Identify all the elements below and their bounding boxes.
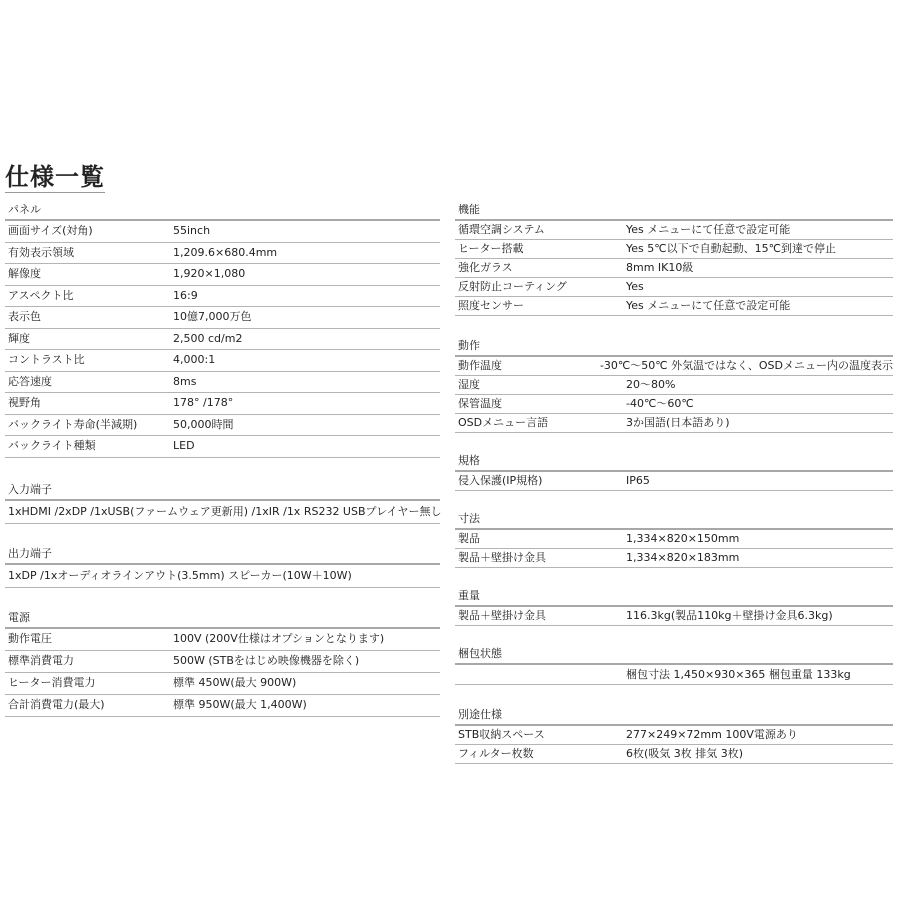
spec-row xyxy=(5,415,440,437)
spec-row xyxy=(5,629,440,651)
section-dimensions xyxy=(455,509,893,568)
spec-label: 循環空調システム xyxy=(458,223,545,236)
spec-row xyxy=(455,414,893,433)
spec-value: 100V (200V仕様はオプションとなります) xyxy=(173,631,385,645)
spec-row xyxy=(455,376,893,395)
spec-value: 16:9 xyxy=(173,288,198,302)
spec-row xyxy=(5,565,440,588)
spec-label: 標準消費電力 xyxy=(8,653,74,667)
spec-label: 製品＋壁掛け金具 xyxy=(458,609,546,622)
spec-value: 20～80% xyxy=(626,378,676,391)
section-panel xyxy=(5,200,440,458)
spec-row xyxy=(5,393,440,415)
spec-row xyxy=(455,357,893,376)
spec-column-right xyxy=(455,200,893,764)
spec-label: 動作温度 xyxy=(458,359,502,372)
spec-value: Yes メニューにて任意で設定可能 xyxy=(626,223,791,236)
spec-value: 2,500 cd/m2 xyxy=(173,331,243,345)
section-heading: 動作 xyxy=(455,336,893,357)
spec-value: Yes 5℃以下で自動起動、15℃到達で停止 xyxy=(626,242,836,255)
section-output-terminals xyxy=(5,544,440,588)
spec-value: 6枚(吸気 3枚 排気 3枚) xyxy=(626,747,744,760)
spec-label: 解像度 xyxy=(8,267,41,280)
spec-label: バックライト種類 xyxy=(8,439,96,452)
spec-label: 視野角 xyxy=(8,396,41,409)
spec-label: 画面サイズ(対角) xyxy=(8,224,93,237)
spec-value: LED xyxy=(173,439,195,452)
spec-row xyxy=(455,259,893,278)
section-heading: 重量 xyxy=(455,586,893,607)
spec-label: 照度センサー xyxy=(458,299,524,312)
spec-value: 4,000:1 xyxy=(173,353,216,366)
spec-value: 梱包寸法 1,450×930×365 梱包重量 133kg xyxy=(626,668,851,681)
spec-row xyxy=(5,264,440,286)
spec-row xyxy=(5,243,440,265)
spec-label: 保管温度 xyxy=(458,397,502,410)
spec-row xyxy=(455,221,893,240)
spec-label: 動作電圧 xyxy=(8,631,52,645)
spec-label: 侵入保護(IP規格) xyxy=(458,474,543,487)
spec-row xyxy=(455,726,893,745)
spec-value: 277×249×72mm 100V電源あり xyxy=(626,728,798,741)
section-features xyxy=(455,200,893,316)
spec-row xyxy=(455,278,893,297)
spec-row xyxy=(455,665,893,685)
spec-row xyxy=(455,607,893,626)
spec-row xyxy=(5,286,440,308)
spec-label: ヒーター搭載 xyxy=(458,242,524,255)
spec-row xyxy=(455,549,893,568)
spec-value: 3か国語(日本語あり) xyxy=(626,416,730,429)
spec-value: 116.3kg(製品110kg＋壁掛け金具6.3kg) xyxy=(626,609,833,622)
spec-label: フィルター枚数 xyxy=(458,747,534,760)
section-heading: 機能 xyxy=(455,200,893,221)
spec-value: 標準 450W(最大 900W) xyxy=(173,675,297,689)
section-heading: 電源 xyxy=(5,608,440,629)
spec-value: 8ms xyxy=(173,374,197,388)
spec-value: Yes メニューにて任意で設定可能 xyxy=(626,299,791,312)
spec-label: アスペクト比 xyxy=(8,288,74,302)
section-operation xyxy=(455,336,893,433)
spec-label: バックライト寿命(半減期) xyxy=(8,417,138,431)
spec-label: 製品 xyxy=(458,532,480,545)
spec-value: 500W (STBをはじめ映像機器を除く) xyxy=(173,653,360,667)
section-packaging xyxy=(455,644,893,685)
spec-label: STB収納スペース xyxy=(458,728,545,741)
spec-row xyxy=(455,240,893,259)
section-heading: 別途仕様 xyxy=(455,705,893,726)
spec-row xyxy=(5,673,440,695)
spec-row xyxy=(5,350,440,372)
spec-value: IP65 xyxy=(626,474,650,487)
spec-value: 1xDP /1xオーディオラインアウト(3.5mm) スピーカー(10W＋10W) xyxy=(8,568,352,582)
spec-value: 50,000時間 xyxy=(173,417,234,431)
page-title: 仕様一覧 xyxy=(5,163,105,191)
section-heading: 出力端子 xyxy=(5,544,440,565)
spec-label: コントラスト比 xyxy=(8,353,85,366)
spec-value: 178° /178° xyxy=(173,396,234,409)
section-additional-specs xyxy=(455,705,893,764)
spec-row xyxy=(5,221,440,243)
spec-label xyxy=(455,665,626,684)
spec-column-left xyxy=(5,200,440,717)
spec-label: 応答速度 xyxy=(8,374,52,388)
section-input-terminals xyxy=(5,480,440,524)
section-heading: 入力端子 xyxy=(5,480,440,501)
spec-value: -40℃～60℃ xyxy=(626,397,694,410)
spec-value: 標準 950W(最大 1,400W) xyxy=(173,697,307,711)
spec-label: OSDメニュー言語 xyxy=(458,416,549,429)
section-power xyxy=(5,608,440,717)
section-heading: パネル xyxy=(5,200,440,221)
spec-row xyxy=(5,307,440,329)
spec-row xyxy=(5,436,440,458)
spec-label: 有効表示領域 xyxy=(8,245,74,259)
section-heading: 梱包状態 xyxy=(455,644,893,665)
spec-row xyxy=(5,501,440,524)
spec-label: 反射防止コーティング xyxy=(458,280,567,293)
spec-value: 10億7,000万色 xyxy=(173,310,252,323)
spec-label: 合計消費電力(最大) xyxy=(8,697,105,711)
spec-value: 1xHDMI /2xDP /1xUSB(ファームウェア更新用) /1xIR /1x RS232 USBプレイヤー無し xyxy=(8,504,442,518)
spec-label: 表示色 xyxy=(8,310,41,323)
section-standards xyxy=(455,451,893,491)
spec-value: 8mm IK10級 xyxy=(626,261,694,274)
spec-value: 1,920×1,080 xyxy=(173,267,246,280)
spec-value: 1,209.6×680.4mm xyxy=(173,245,278,259)
spec-label: 輝度 xyxy=(8,331,30,345)
spec-label: 製品＋壁掛け金具 xyxy=(458,551,546,564)
spec-row xyxy=(5,372,440,394)
section-heading: 寸法 xyxy=(455,509,893,530)
spec-label: 強化ガラス xyxy=(458,261,513,274)
spec-row xyxy=(455,297,893,316)
spec-row xyxy=(5,329,440,351)
spec-label: 湿度 xyxy=(458,378,480,391)
spec-value: 1,334×820×150mm xyxy=(626,532,740,545)
spec-row xyxy=(455,395,893,414)
spec-value: Yes xyxy=(626,280,644,293)
spec-row xyxy=(455,472,893,491)
spec-row xyxy=(5,695,440,717)
spec-value: -30℃～50℃ 外気温ではなく、OSDメニュー内の温度表示 xyxy=(599,359,893,372)
section-heading: 規格 xyxy=(455,451,893,472)
spec-value: 55inch xyxy=(173,224,211,237)
spec-row xyxy=(455,530,893,549)
spec-row xyxy=(5,651,440,673)
section-weight xyxy=(455,586,893,626)
spec-value: 1,334×820×183mm xyxy=(626,551,740,564)
spec-row xyxy=(455,745,893,764)
spec-label: ヒーター消費電力 xyxy=(8,675,96,689)
